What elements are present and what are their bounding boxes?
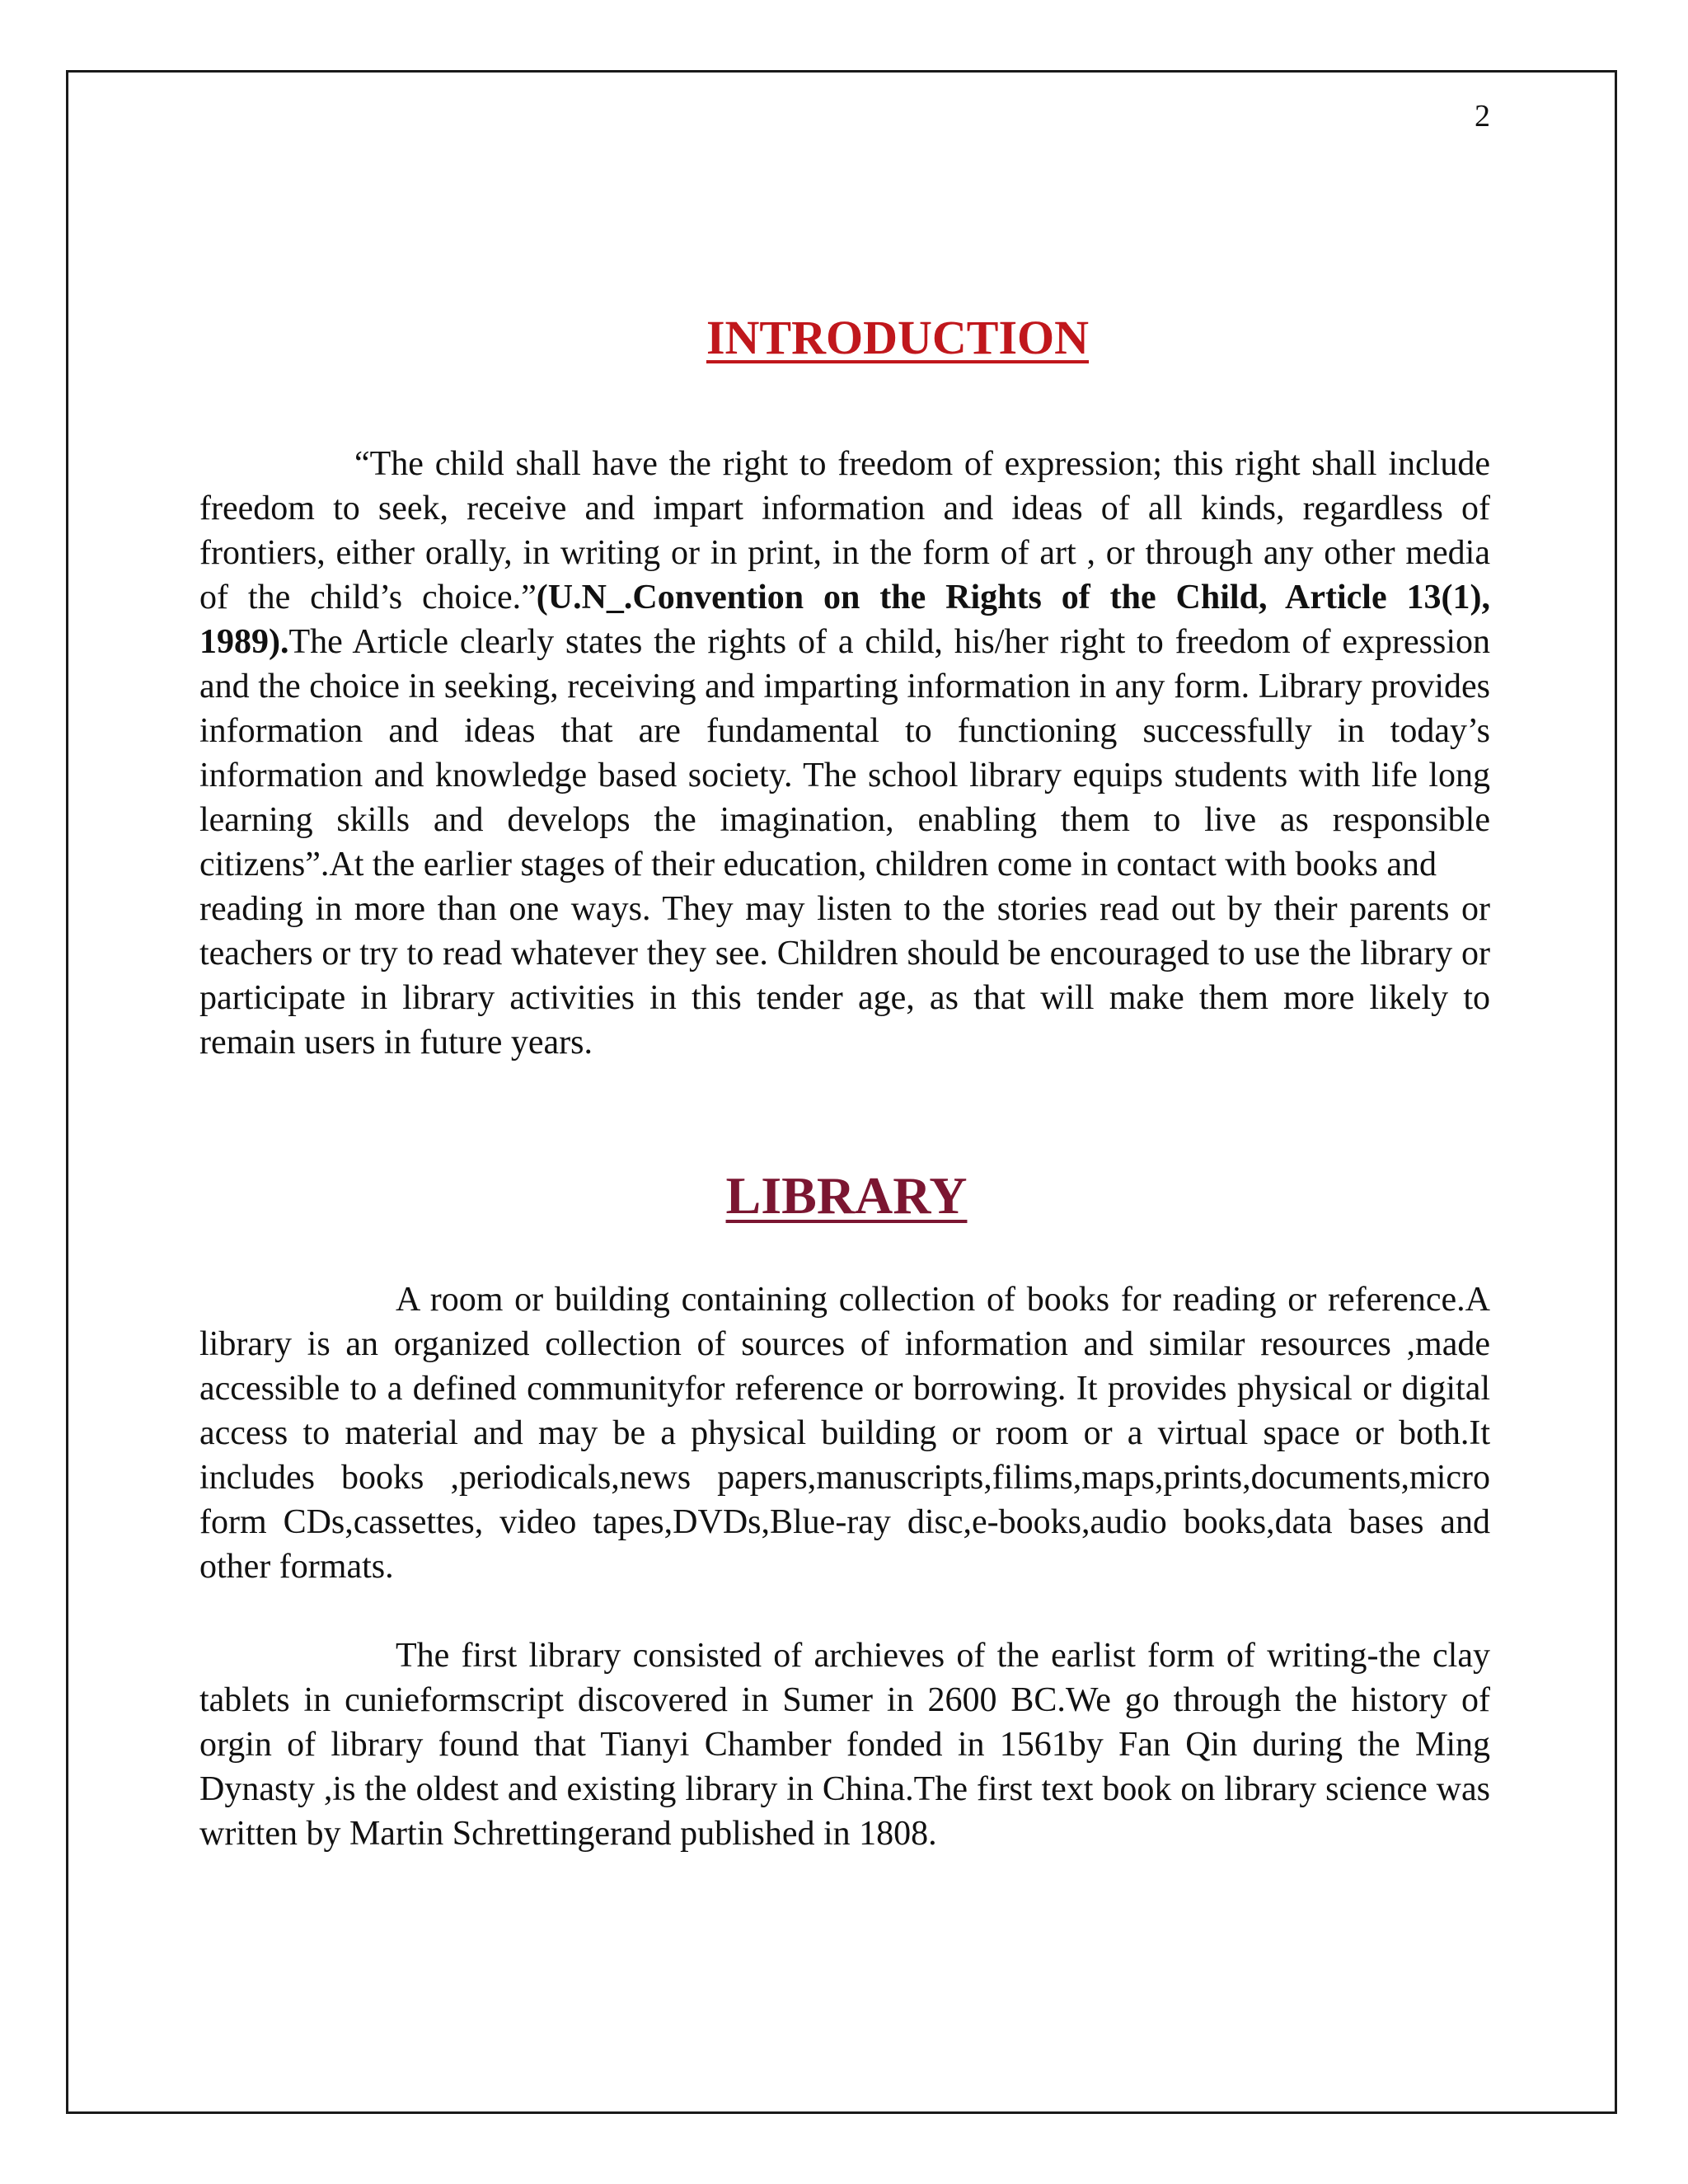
introduction-body-first: The Article clearly states the rights of a child, his/her right to freedom of expression and the choice in seeking, receiving and imparting information in any form. Library provides information and ideas that are fundamental to functioning successfully in today’s information and knowledge based society. The school library equips students with life long learning skills and develops the imagination, enabling them to live as responsible citizens”.At the earlier stages of their education, children come in contact with books and [199, 623, 1490, 883]
introduction-heading: INTRODUCTION [706, 311, 1090, 364]
library-heading: LIBRARY [725, 1166, 968, 1225]
page-number: 2 [1475, 99, 1490, 134]
library-history-paragraph: The first library consisted of archieves of the earlist form of writing-the clay tablets in cunieformscript discovered in Sumer in 2600 BC.We go through the history of orgin of library found that Tianyi Chamber fonded in 1561by Fan Qin during the Ming Dynasty ,is the oldest and existing library in China.The first text book on library science was written by Martin Schrettingerand published in 1808. [199, 1637, 1490, 1853]
convention-citation: (U.N_.Convention on the Rights of the Child, Article 13(1), 1989). [199, 579, 1490, 661]
introduction-paragraph-continued: reading in more than one ways. They may listen to the stories read out by their parents or teachers or try to read whatever they see. Children should be encouraged to use the library or participate in library activities in this tender age, as that will make them more likely to remain users in future years. [199, 890, 1490, 1062]
document-body [199, 305, 1490, 1856]
library-definition-paragraph: A room or building containing collection of books for reading or reference.A library is an organized collection of sources of information and similar resources ,made accessible to a defined communityfor reference or borrowing. It provides physical or digital access to material and may be a physical building or room or a virtual space or both.It includes books ,periodicals,news papers,manuscripts,filims,maps,prints,documents,micro form CDs,cassettes, video tapes,DVDs,Blue-ray disc,e-books,audio books,data bases and other formats. [199, 1281, 1490, 1586]
rights-quote: “The child shall have the right to freedom of expression; this right shall include freedom to seek, receive and impart information and ideas of all kinds, regardless of frontiers, either orally, in writing or in print, in the form of art , or through any other media of the child’s choice.” [199, 445, 1490, 616]
introduction-paragraph [199, 442, 1490, 887]
